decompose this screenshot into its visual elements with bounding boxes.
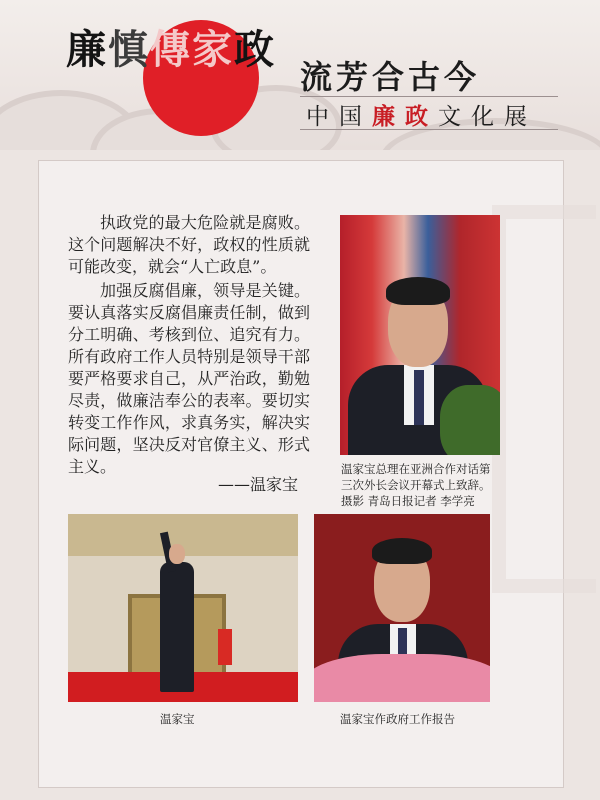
title-char: 政 xyxy=(234,26,276,73)
photo-figure xyxy=(386,277,450,305)
title-char: 廉 xyxy=(66,26,108,73)
exhibition-highlight: 廉政 xyxy=(372,103,438,130)
title-char: 慎 xyxy=(108,26,150,73)
caption-line: 摄影 青岛日报记者 李学亮 xyxy=(341,494,475,508)
title-char: 傳 xyxy=(150,26,192,73)
quote-text xyxy=(68,212,310,480)
caption-line: 温家宝总理在亚洲合作对话第 xyxy=(341,462,491,476)
exhibition-prefix: 中国 xyxy=(306,104,372,130)
photo-figure xyxy=(218,629,232,665)
caption-line: 温家宝作政府工作报告 xyxy=(340,712,455,726)
header-banner xyxy=(0,0,600,150)
photo-caption xyxy=(340,711,455,727)
seal-watermark xyxy=(492,205,596,593)
exhibition-name xyxy=(306,98,537,131)
caption-line: 三次外长会议开幕式上致辞。 xyxy=(341,478,491,492)
photo-figure xyxy=(314,654,490,702)
photo-speech-asia-dialogue xyxy=(340,215,500,455)
title-main xyxy=(66,18,276,75)
quote-author: ——温家宝 xyxy=(218,475,299,494)
title-char: 家 xyxy=(192,26,234,73)
exhibition-suffix: 文化展 xyxy=(438,104,537,130)
caption-line: 温家宝 xyxy=(160,712,195,726)
quote-paragraph: 加强反腐倡廉，领导是关键。要认真落实反腐倡廉责任制，做到分工明确、考核到位、追究有力。所有政府工作人员特别是领导干部要严格要求自己，从严治政，勤勉尽责，做廉洁奉公的表率。要切实转变工作作风，求真务实，解决实际问题，坚决反对官僚主义、形式主义。 xyxy=(68,281,310,476)
quote-paragraph: 执政党的最大危险就是腐败。这个问题解决不好，政权的性质就可能改变，就会“人亡政息”。 xyxy=(68,213,310,276)
photo-figure xyxy=(169,544,185,564)
title-subtitle: 流芳合古今 xyxy=(300,58,481,96)
photo-waving xyxy=(68,514,298,702)
photo-caption xyxy=(341,461,491,509)
photo-figure xyxy=(440,385,500,455)
photo-figure xyxy=(414,370,424,425)
photo-figure xyxy=(160,562,194,692)
photo-government-report xyxy=(314,514,490,702)
photo-caption xyxy=(160,711,195,727)
photo-figure xyxy=(372,538,432,564)
